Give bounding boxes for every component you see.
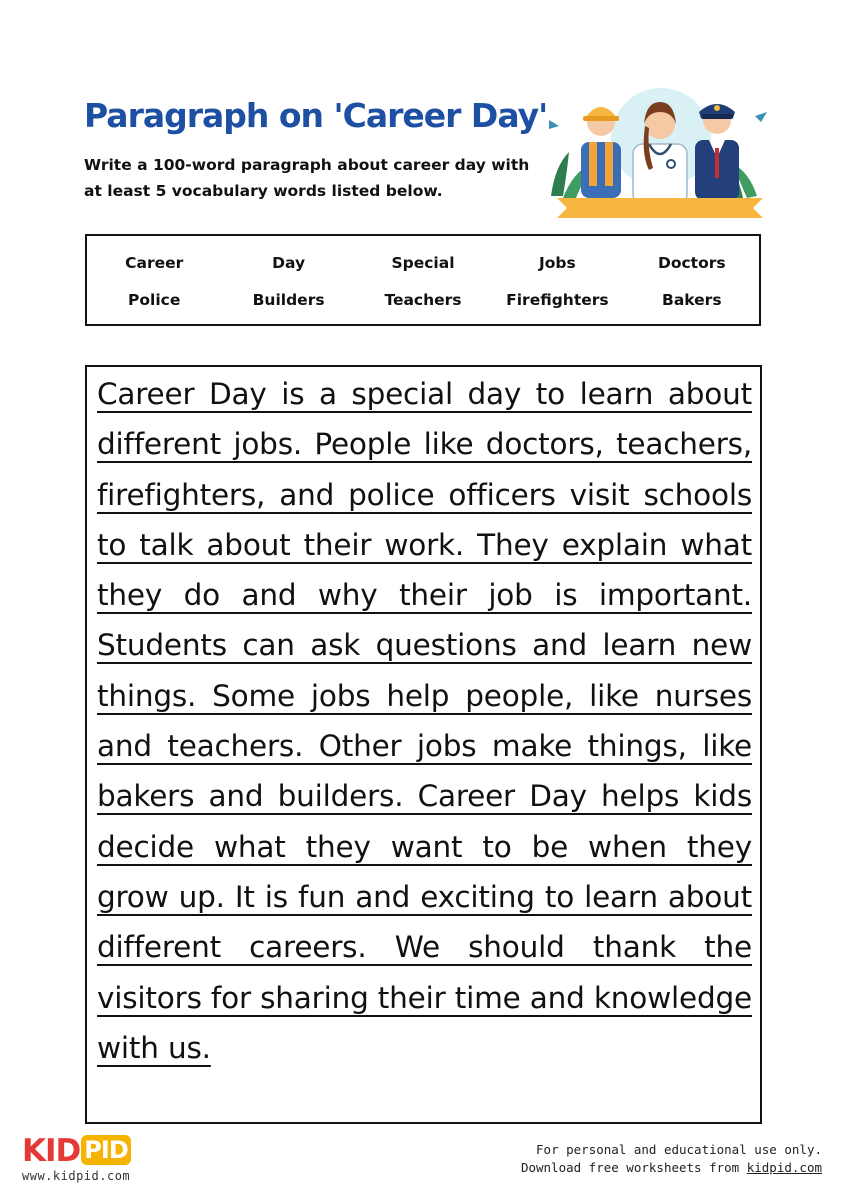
footer-download-note	[521, 1159, 822, 1177]
footer-link[interactable]: kidpid.com	[746, 1160, 822, 1175]
vocabulary-grid	[87, 236, 759, 319]
vocab-word: Day	[272, 254, 306, 272]
vocab-word: Builders	[252, 291, 325, 309]
footer-download-prefix: Download free worksheets from	[520, 1160, 747, 1175]
career-workers-illustration	[543, 86, 775, 220]
paragraph-box	[85, 365, 762, 1124]
vocab-word: Special	[391, 254, 455, 272]
vocab-word: Bakers	[662, 291, 722, 309]
footer-usage-note: For personal and educational use only.	[536, 1142, 822, 1157]
vocab-word: Career	[125, 254, 184, 272]
instructions-text: Write a 100-word paragraph about career day with at least 5 vocabulary words listed below.	[84, 156, 530, 200]
vocab-word: Teachers	[384, 291, 462, 309]
vocabulary-box	[85, 234, 761, 326]
paragraph-text: Career Day is a special day to learn about different jobs. People like doctors, teachers, firefighters, and police officers visit schools to talk about their work. They explain what they do and why their job is important. Students can ask questions and learn new things. Some jobs help people, like nurses and teachers. Other jobs make things, like bakers and builders. Career Day helps kids decide what they want to be when they grow up. It is fun and exciting to learn about different careers. We should thank the visitors for sharing their time and knowledge with us.	[97, 377, 752, 1065]
kidpid-logo	[22, 1133, 131, 1169]
vocab-word: Jobs	[539, 254, 576, 272]
logo-kid-text: KID	[22, 1133, 81, 1169]
page-title: Paragraph on 'Career Day'	[84, 96, 548, 135]
logo-pid-text: PID	[81, 1135, 130, 1165]
site-url: www.kidpid.com	[22, 1169, 131, 1183]
vocab-word: Firefighters	[506, 291, 609, 309]
vocab-word: Doctors	[657, 254, 726, 272]
footer-note	[521, 1141, 822, 1177]
vocab-word: Police	[128, 291, 181, 309]
